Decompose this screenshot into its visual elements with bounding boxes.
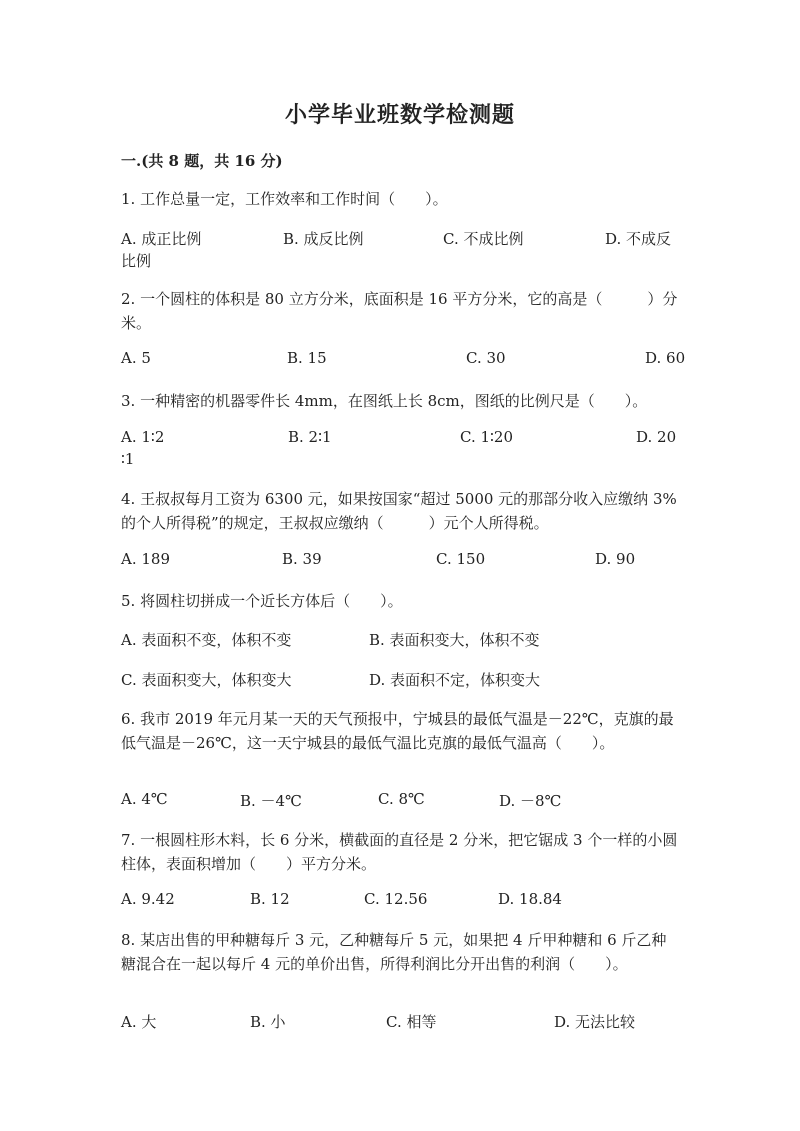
question-4-stem: 4. 王叔叔每月工资为 6300 元，如果按国家“超过 5000 元的那部分收入应缴纳 3% 的个人所得税”的规定，王叔叔应缴纳（ ）元个人所得税。 xyxy=(121,490,677,532)
question-4-option-d: D. 90 xyxy=(595,550,636,568)
question-6-option-b: B. －4℃ xyxy=(240,792,302,810)
question-5-option-c: C. 表面积变大，体积变大 xyxy=(121,671,292,689)
question-6-option-d: D. －8℃ xyxy=(499,792,562,810)
question-3-option-a: A. 1∶2 xyxy=(121,428,165,446)
question-1-stem: 1. 工作总量一定，工作效率和工作时间（ ）。 xyxy=(121,190,448,208)
question-2-option-b: B. 15 xyxy=(287,349,327,367)
question-2-stem: 2. 一个圆柱的体积是 80 立方分米，底面积是 16 平方分米，它的高是（ ）分米。 xyxy=(121,290,678,332)
question-7-option-d: D. 18.84 xyxy=(498,890,562,908)
question-7-option-b: B. 12 xyxy=(250,890,290,908)
question-8-option-c: C. 相等 xyxy=(386,1013,437,1031)
question-1-option-d-wrap: 比例 xyxy=(121,252,152,270)
question-7-option-a: A. 9.42 xyxy=(121,890,175,908)
question-6-stem: 6. 我市 2019 年元月某一天的天气预报中，宁城县的最低气温是－22℃，克旗的最低气温是－26℃，这一天宁城县的最低气温比克旗的最低气温高（ ）。 xyxy=(121,710,674,752)
question-5-stem: 5. 将圆柱切拼成一个近长方体后（ ）。 xyxy=(121,592,403,610)
question-3-stem: 3. 一种精密的机器零件长 4mm，在图纸上长 8cm，图纸的比例尺是（ ）。 xyxy=(121,392,648,410)
question-4-option-b: B. 39 xyxy=(282,550,322,568)
question-5-option-d: D. 表面积不定，体积变大 xyxy=(369,671,541,689)
question-7-option-c: C. 12.56 xyxy=(364,890,428,908)
question-4-option-c: C. 150 xyxy=(436,550,486,568)
question-1-option-a: A. 成正比例 xyxy=(121,230,202,248)
question-8-stem: 8. 某店出售的甲种糖每斤 3 元，乙种糖每斤 5 元，如果把 4 斤甲种糖和 6 斤乙种糖混合在一起以每斤 4 元的单价出售，所得利润比分开出售的利润（ ）。 xyxy=(121,931,667,973)
question-3-option-d: D. 20 xyxy=(636,428,677,446)
page-title: 小学毕业班数学检测题 xyxy=(284,102,515,128)
question-3-option-b: B. 2∶1 xyxy=(288,428,332,446)
question-2-option-a: A. 5 xyxy=(121,349,151,367)
question-7-stem: 7. 一根圆柱形木料，长 6 分米，横截面的直径是 2 分米，把它锯成 3 个一样的小圆柱体，表面积增加（ ）平方分米。 xyxy=(121,831,678,873)
question-2-option-d: D. 60 xyxy=(645,349,686,367)
question-3-option-d-wrap: ∶1 xyxy=(121,450,135,468)
section-heading: 一.(共 8 题，共 16 分) xyxy=(121,152,283,170)
question-1-option-d: D. 不成反 xyxy=(605,230,672,248)
question-6-option-a: A. 4℃ xyxy=(121,790,168,808)
question-1-option-b: B. 成反比例 xyxy=(283,230,364,248)
question-8-option-a: A. 大 xyxy=(121,1013,157,1031)
question-3-option-c: C. 1∶20 xyxy=(460,428,514,446)
question-4-option-a: A. 189 xyxy=(121,550,170,568)
question-8-option-b: B. 小 xyxy=(250,1013,286,1031)
question-5-option-a: A. 表面积不变，体积不变 xyxy=(121,631,292,649)
question-6-option-c: C. 8℃ xyxy=(378,790,425,808)
question-5-option-b: B. 表面积变大，体积不变 xyxy=(369,631,540,649)
question-8-option-d: D. 无法比较 xyxy=(554,1013,636,1031)
question-2-option-c: C. 30 xyxy=(466,349,506,367)
question-1-option-c: C. 不成比例 xyxy=(443,230,524,248)
